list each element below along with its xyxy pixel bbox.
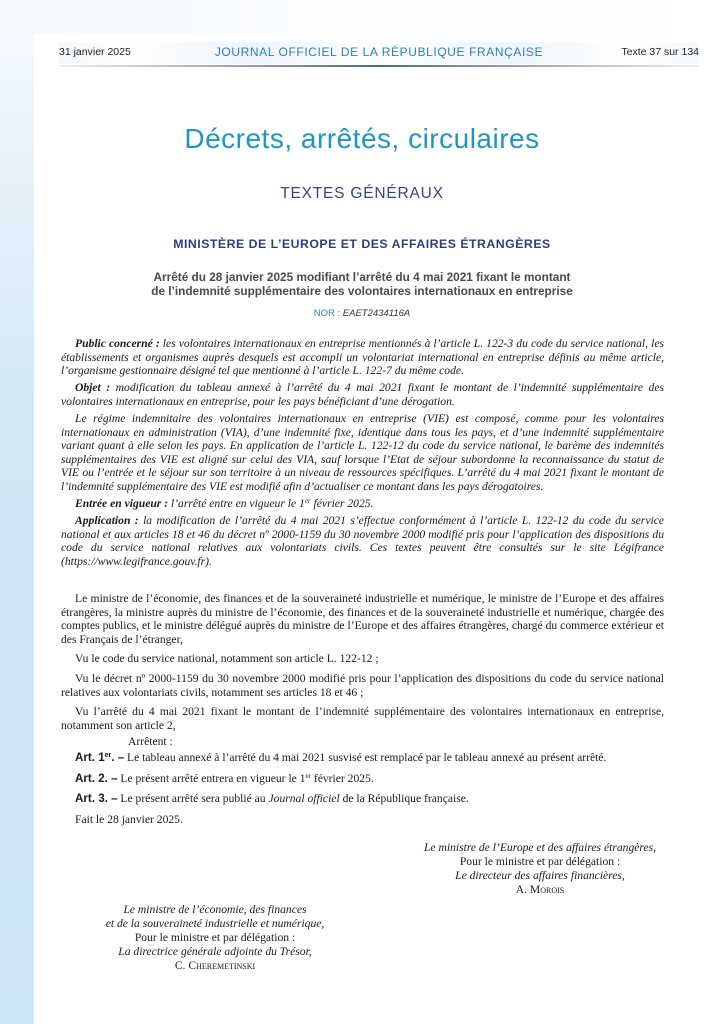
article-1	[61, 751, 664, 765]
article-1-text: Le tableau annexé à l’arrêté du 4 mai 2021 susvisé est remplacé par le tableau annexé au présent arrêté.	[124, 751, 607, 764]
application-label: Application :	[75, 514, 139, 528]
article-2-number: Art. 2. –	[75, 771, 118, 785]
journal-officiel-italic: Journal officiel	[268, 792, 340, 806]
objet-text: modification du tableau annexé à l’arrêté du 4 mai 2021 fixant le montant de l’indemnité supplémentaire des volontaires internationaux en entreprise, pour les pays bénéficiant d’une dérogation.	[61, 381, 664, 408]
signature-delegation: Pour le ministre et par délégation :	[134, 931, 296, 944]
section-title: Décrets, arrêtés, circulaires	[184, 123, 540, 154]
entree-text-after: février 2025.	[310, 497, 374, 511]
signature-role-line-1: Le ministre de l’économie, des finances	[123, 903, 307, 916]
article-3	[61, 792, 664, 806]
signature-role-line-2: et de la souveraineté industrielle et numérique,	[105, 917, 325, 930]
text-reference: Texte 37 sur 134	[621, 46, 699, 58]
arretent-label: Arrêtent :	[128, 735, 173, 748]
visas-section	[61, 592, 664, 738]
publication-date: 31 janvier 2025	[59, 46, 131, 58]
header-divider	[59, 65, 699, 67]
signature-delegation: Pour le ministre et par délégation :	[459, 855, 621, 868]
signatory-name: A. Morois	[515, 883, 565, 896]
nor-value: EAET2434116A	[342, 308, 411, 319]
article-2-text-before: Le présent arrêté entrera en vigueur le 1	[117, 771, 306, 785]
article-3-text-before: Le présent arrêté sera publié au	[117, 792, 269, 806]
public-concerne-text: les volontaires internationaux en entreprise mentionnés à l’article L. 122-3 du code du service national, les établissements et organismes auprès desquels est accompli un volontariat international en entreprise définis au même article, l’organisme gestionnaire désigné tel que mentionné à l’article L. 122-7 du même code.	[61, 337, 664, 378]
act-title-line-2: de l’indemnité supplémentaire des volontaires internationaux en entreprise	[151, 284, 573, 298]
articles-section	[61, 751, 664, 833]
act-title-line-1: Arrêté du 28 janvier 2025 modifiant l’arrêté du 4 mai 2021 fixant le montant	[153, 270, 571, 284]
summary-notice	[61, 337, 664, 572]
act-title	[0, 270, 724, 298]
fait-le: Fait le 28 janvier 2025.	[75, 812, 183, 826]
subsection-title: TEXTES GÉNÉRAUX	[280, 185, 444, 202]
application-text: la modification de l’arrêté du 4 mai 2021 s’effectue conformément à l’article L. 122-12 du code du service national et aux articles 18 et 46 du décret nº 2000-1159 du 30 novembre 2000 modifié pris pour l’application des dispositions du code du service national relatives aux volontariats civils. Ces textes peuvent être consultés sur le site Légifrance (https://www.legifrance.gouv.fr).	[61, 514, 664, 568]
visa-paragraph: Vu le code du service national, notamment son article L. 122-12 ;	[75, 652, 379, 666]
article-3-text-after: de la République française.	[339, 792, 469, 806]
entree-superscript: er	[304, 497, 311, 506]
nor-label: NOR :	[313, 308, 343, 319]
notice-paragraph: Le régime indemnitaire des volontaires internationaux en entreprise (VIE) est composé, comme pour les volontaires internationaux en administration (VIA), d’une indemnité fixe, identique dans tous les pays, et d’une indemnité supplémentaire variant quant à elle selon les pays. En application de l’article L. 122-12 du code du service national, le barème des indemnités supplémentaires des VIE est aligné sur celui des VIA, sauf lorsque l’Etat de séjour subordonne la reconnaissance du statut de VIE ou l’entrée et le séjour sur son territoire à un niveau de ressources spécifiques. L’arrêté du 4 mai 2021 fixant le montant de l’indemnité supplémentaire des VIE est modifié afin d’actualiser ce montant dans les pays dérogatoires.	[61, 411, 664, 493]
entree-text-before: l’arrêté entre en vigueur le 1	[168, 497, 305, 511]
ministry-heading: MINISTÈRE DE L’EUROPE ET DES AFFAIRES ÉTRANGÈRES	[173, 237, 551, 251]
entree-en-vigueur-paragraph	[61, 497, 664, 511]
public-concerne-label: Public concerné :	[75, 337, 160, 350]
article-2-text-after: février 2025.	[310, 771, 374, 785]
article-2	[61, 772, 664, 786]
public-concerne-paragraph	[61, 337, 664, 378]
visa-paragraph: Vu l’arrêté du 4 mai 2021 fixant le montant de l’indemnité supplémentaire des volontaires internationaux en entreprise, notamment son article 2,	[61, 705, 664, 732]
article-3-number: Art. 3. –	[75, 792, 118, 806]
objet-label: Objet :	[75, 381, 111, 395]
application-paragraph	[61, 514, 664, 568]
journal-header	[59, 42, 699, 64]
signature-title: Le directeur des affaires financières,	[455, 869, 625, 882]
visa-paragraph: Vu le décret nº 2000-1159 du 30 novembre 2000 modifié pris pour l’application des dispositions du code du service national relatives aux volontariats civils, notamment ses articles 18 et 46 ;	[61, 671, 664, 699]
entree-en-vigueur-label: Entrée en vigueur :	[75, 497, 169, 511]
objet-paragraph	[61, 381, 664, 408]
signatory-name: C. Cheremetinski	[174, 959, 256, 972]
signature-block-europe	[380, 841, 700, 897]
signature-title: La directrice générale adjointe du Trésor,	[118, 945, 312, 958]
article-2-superscript: er	[305, 771, 311, 780]
top-background-band	[0, 0, 724, 34]
nor-reference	[0, 308, 724, 319]
signature-role: Le ministre de l’Europe et des affaires étrangères,	[423, 841, 657, 854]
ministers-paragraph: Le ministre de l’économie, des finances et de la souveraineté industrielle et numérique, le ministre de l’Europe et des affaires étrangères, la ministre auprès du ministre de l’économie, des finances et de la souveraineté industrielle et numérique, chargée des comptes publics, et le ministre délégué auprès du ministre de l’Europe et des affaires étrangères, chargé du commerce extérieur et des Français de l’étranger,	[61, 592, 664, 646]
article-1-number: Art. 1er. –	[75, 751, 125, 764]
signature-block-economie	[50, 903, 380, 973]
journal-name: JOURNAL OFFICIEL DE LA RÉPUBLIQUE FRANÇAISE	[214, 45, 544, 59]
